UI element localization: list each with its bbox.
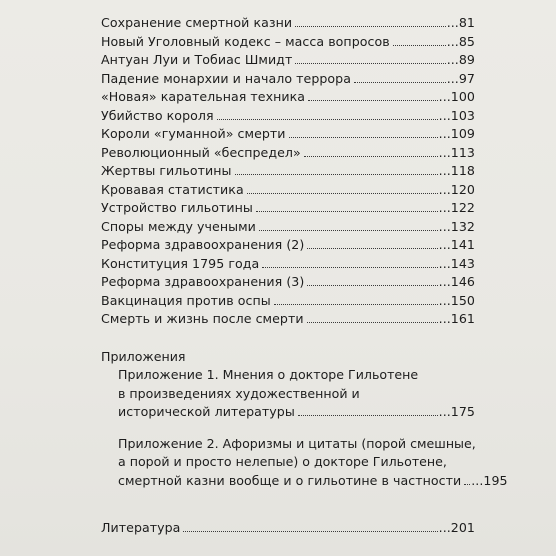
toc-entry-title: Жертвы гильотины	[101, 163, 232, 178]
toc-entry	[101, 273, 475, 292]
toc-dot-leader	[235, 174, 438, 175]
toc-entry-page: ...122	[438, 200, 475, 215]
toc-entry	[101, 70, 475, 89]
toc-entry-title: Реформа здравоохранения (3)	[101, 274, 305, 289]
toc-entry	[101, 310, 475, 329]
section-spacer	[101, 422, 475, 435]
toc-entry	[101, 125, 475, 144]
toc-dot-leader	[295, 63, 445, 64]
appendix-1-page: ...175	[438, 404, 475, 419]
toc-dot-leader	[289, 137, 438, 138]
toc-dot-leader	[247, 193, 438, 194]
toc-entry-page: ...120	[438, 181, 475, 197]
appendix-1-title-line: исторической литературы	[118, 404, 295, 419]
appendix-2-title-line: а порой и просто нелепые) о докторе Гильотене,	[118, 454, 447, 469]
toc-entry	[101, 14, 475, 33]
toc-entry	[101, 292, 475, 311]
toc-entry-page: ...113	[438, 144, 475, 160]
toc-entry	[101, 107, 475, 126]
appendices-heading: Приложения	[101, 348, 186, 364]
toc-entry	[101, 199, 475, 218]
toc-dot-leader	[259, 230, 438, 231]
appendix-1-title-line: в произведениях художественной и	[118, 385, 360, 401]
appendix-2-title-line: Приложение 2. Афоризмы и цитаты (порой смешные,	[118, 435, 476, 451]
table-of-contents	[101, 14, 508, 538]
appendix-2-last-line	[118, 472, 508, 491]
toc-entry-page: ...89	[446, 52, 475, 67]
toc-entry-page: ...100	[438, 89, 475, 104]
literature-title: Литература	[101, 520, 181, 535]
appendix-1-last-line	[118, 403, 475, 422]
toc-entry	[101, 236, 475, 255]
appendix-2-entry	[101, 435, 508, 491]
toc-dot-leader	[183, 531, 437, 532]
toc-entry-title: Падение монархии и начало террора	[101, 70, 351, 86]
toc-dot-leader	[274, 304, 438, 305]
toc-entry-title: Новый Уголовный кодекс – масса вопросов	[101, 33, 390, 49]
toc-entry	[101, 51, 475, 70]
toc-entry-title: Сохранение смертной казни	[101, 15, 293, 30]
toc-entry-title: Революционный «беспредел»	[101, 144, 301, 160]
appendix-1-title-line: Приложение 1. Мнения о докторе Гильотене	[118, 367, 419, 382]
toc-entry-page: ...103	[438, 107, 475, 123]
toc-entry-page: ...132	[438, 218, 475, 234]
toc-entry-title: Убийство короля	[101, 107, 214, 123]
toc-dot-leader	[464, 484, 470, 485]
toc-entry-title: «Новая» карательная техника	[101, 89, 306, 104]
toc-dot-leader	[298, 415, 438, 416]
toc-entry-title: Вакцинация против оспы	[101, 292, 271, 308]
toc-entry	[101, 162, 475, 181]
literature-page: ...201	[438, 520, 475, 535]
toc-dot-leader	[304, 156, 438, 157]
literature-entry	[101, 519, 475, 538]
toc-entry	[101, 88, 475, 107]
toc-entry	[101, 255, 475, 274]
toc-entry-page: ...141	[438, 237, 475, 252]
toc-entry-page: ...143	[438, 255, 475, 271]
toc-dot-leader	[217, 119, 438, 120]
toc-entry-page: ...97	[446, 70, 475, 86]
toc-dot-leader	[295, 26, 446, 27]
toc-entry-page: ...150	[438, 292, 475, 308]
toc-entry-page: ...161	[438, 311, 475, 326]
toc-entry	[101, 33, 475, 52]
toc-dot-leader	[354, 82, 446, 83]
appendix-1-entry	[101, 366, 475, 422]
toc-entry-page: ...118	[438, 163, 475, 178]
toc-entry-page: ...146	[438, 274, 475, 289]
toc-dot-leader	[308, 100, 438, 101]
toc-entry-title: Реформа здравоохранения (2)	[101, 237, 305, 252]
toc-entry-title: Конституция 1795 года	[101, 255, 260, 271]
toc-dot-leader	[393, 45, 446, 46]
section-spacer	[101, 329, 475, 348]
toc-entry	[101, 144, 475, 163]
toc-entry-title: Антуан Луи и Тобиас Шмидт	[101, 52, 293, 67]
toc-entry	[101, 218, 475, 237]
toc-entry-title: Устройство гильотины	[101, 200, 253, 215]
appendix-2-page: ...195	[471, 472, 508, 488]
toc-entry-title: Кровавая статистика	[101, 181, 244, 197]
toc-entry	[101, 181, 475, 200]
toc-dot-leader	[256, 211, 438, 212]
toc-dot-leader	[262, 267, 437, 268]
toc-entry-page: ...81	[446, 15, 475, 30]
toc-dot-leader	[307, 248, 437, 249]
toc-entry-title: Смерть и жизнь после смерти	[101, 311, 304, 326]
toc-dot-leader	[307, 322, 438, 323]
toc-entry-title: Споры между учеными	[101, 218, 256, 234]
toc-entries	[101, 14, 475, 329]
toc-entry-title: Короли «гуманной» смерти	[101, 126, 286, 141]
toc-entry-page: ...109	[438, 126, 475, 141]
toc-dot-leader	[307, 285, 437, 286]
toc-entry-page: ...85	[446, 33, 475, 49]
appendix-2-title-line: смертной казни вообще и о гильотине в частности	[118, 472, 462, 488]
